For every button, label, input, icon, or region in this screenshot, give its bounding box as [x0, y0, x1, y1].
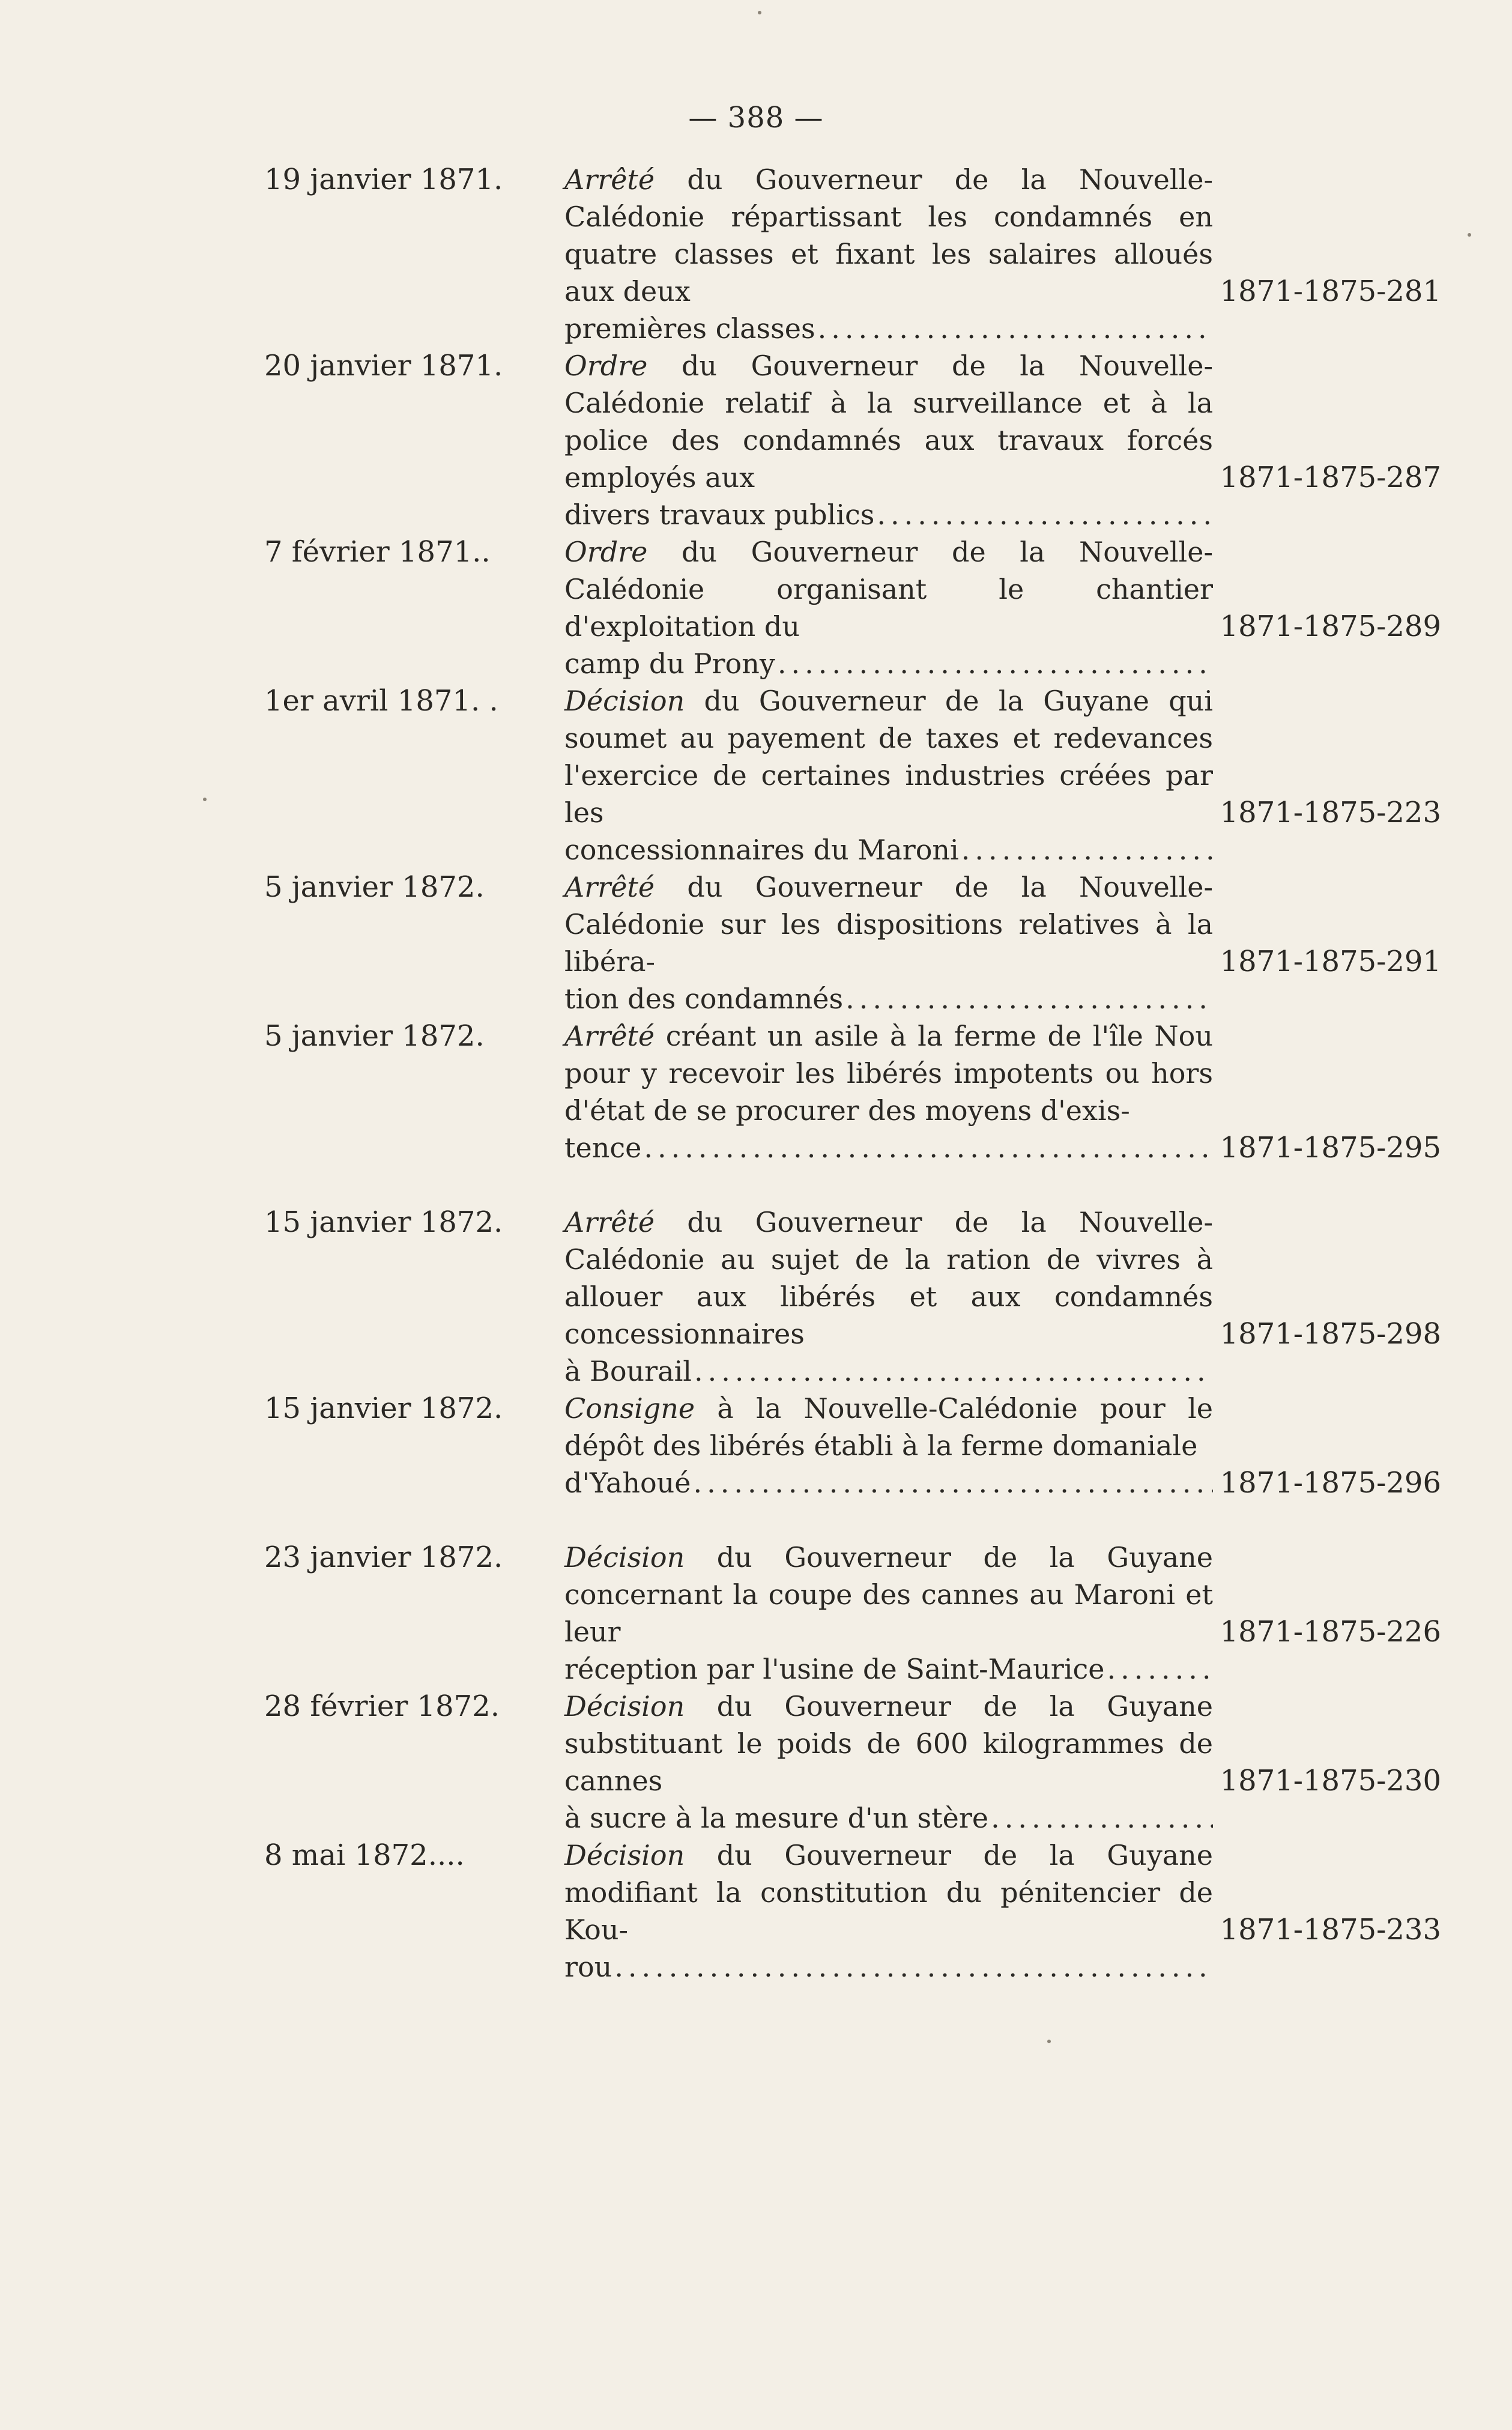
- entry-description: [564, 1204, 1213, 1390]
- entry-reference: 1871-1875-226: [1220, 1615, 1441, 1649]
- entry-text: du Gouverneur de la Guyane modifiant la constitution du pénitencier de Kou-: [564, 1839, 1214, 1946]
- list-item: [264, 1837, 1441, 1986]
- entry-text: du Gouverneur de la Nouvelle-Calédonie sur les dispositions relatives à la libéra-: [564, 871, 1213, 978]
- entry-reference: 1871-1875-233: [1220, 1913, 1441, 1947]
- list-item: [264, 161, 1441, 347]
- entry-text: à la Nouvelle-Calédonie pour le dépôt des libérés établi à la ferme domaniale: [564, 1392, 1214, 1462]
- entry-last-line: camp du Prony: [564, 647, 775, 680]
- entry-text: du Gouverneur de la Guyane concernant la coupe des cannes au Maroni et leur: [564, 1541, 1214, 1648]
- entry-text: créant un asile à la ferme de l'île Nou pour y recevoir les libérés impotents ou hors d'état de se procurer des moyens d'exis-: [564, 1020, 1213, 1127]
- entry-description: [564, 1688, 1213, 1837]
- entry-last-line: réception par l'usine de Saint-Maurice: [564, 1653, 1105, 1685]
- entry-last-line: concessionnaires du Maroni: [564, 834, 959, 866]
- entry-last-line: à sucre à la mesure d'un stère: [564, 1802, 989, 1834]
- paper-speck: [1468, 233, 1471, 237]
- entry-description: [564, 868, 1213, 1017]
- entry-lead: Décision: [564, 1690, 685, 1723]
- entry-date: 1er avril 1871. .: [264, 684, 498, 718]
- entry-lead: Arrêté: [564, 1206, 655, 1238]
- entry-text: du Gouverneur de la Guyane qui soumet au payement de taxes et redevances l'exercice de certaines industries créées par les: [564, 685, 1213, 829]
- entry-description: [564, 347, 1213, 533]
- entry-lead: Ordre: [564, 536, 648, 568]
- paper-speck: [203, 798, 207, 801]
- paper-speck: [758, 11, 761, 14]
- entry-last-line: tence: [564, 1132, 642, 1164]
- entry-reference: 1871-1875-296: [1220, 1466, 1441, 1500]
- paper-speck: [1047, 2040, 1051, 2043]
- entry-date: 28 février 1872.: [264, 1689, 500, 1723]
- entry-lead: Arrêté: [564, 163, 655, 196]
- entry-reference: 1871-1875-298: [1220, 1317, 1441, 1351]
- list-item: [264, 682, 1441, 868]
- entry-reference: 1871-1875-281: [1220, 274, 1441, 308]
- dot-leader: [778, 645, 1213, 682]
- dot-leader: [961, 831, 1213, 868]
- entry-last-line: à Bourail: [564, 1355, 692, 1387]
- entry-date: 7 février 1871..: [264, 535, 491, 569]
- entry-date: 5 janvier 1872.: [264, 870, 485, 904]
- list-item: [264, 1017, 1441, 1204]
- dot-leader: [644, 1129, 1213, 1166]
- entry-lead: Décision: [564, 1541, 685, 1574]
- entry-description: [564, 1017, 1213, 1166]
- entry-date: 15 janvier 1872.: [264, 1205, 503, 1239]
- dot-leader: [818, 310, 1213, 347]
- entry-last-line: d'Yahoué: [564, 1467, 691, 1499]
- entry-date: 23 janvier 1872.: [264, 1541, 503, 1574]
- entry-date: 19 janvier 1871.: [264, 163, 503, 196]
- dot-leader: [694, 1353, 1213, 1390]
- entry-reference: 1871-1875-291: [1220, 945, 1441, 978]
- entry-text: du Gouverneur de la Nouvelle-Calédonie au sujet de la ration de vivres à allouer aux libérés et aux condamnés concessionnaires: [564, 1206, 1213, 1350]
- page-number: — 388 —: [688, 101, 824, 135]
- entry-date: 5 janvier 1872.: [264, 1019, 485, 1053]
- entry-text: du Gouverneur de la Nouvelle-Calédonie relatif à la surveillance et à la police des condamnés aux travaux forcés employés aux: [564, 350, 1213, 494]
- entry-lead: Consigne: [564, 1392, 695, 1425]
- entry-text: du Gouverneur de la Guyane substituant le poids de 600 kilogrammes de cannes: [564, 1690, 1214, 1797]
- entry-reference: 1871-1875-287: [1220, 461, 1441, 494]
- entry-description: [564, 533, 1213, 682]
- list-item: [264, 868, 1441, 1017]
- entry-lead: Arrêté: [564, 1020, 655, 1052]
- list-item: [264, 1688, 1441, 1837]
- entry-description: [564, 682, 1213, 868]
- dot-leader: [877, 496, 1213, 533]
- entry-description: [564, 161, 1213, 347]
- entry-description: [564, 1390, 1213, 1501]
- dot-leader: [1107, 1650, 1213, 1688]
- list-item: [264, 1204, 1441, 1390]
- entry-date: 15 janvier 1872.: [264, 1392, 503, 1425]
- entry-text: du Gouverneur de la Nouvelle-Calédonie répartissant les condamnés en quatre classes et fixant les salaires alloués aux deux: [564, 163, 1213, 308]
- entry-lead: Arrêté: [564, 871, 655, 903]
- entry-last-line: divers travaux publics: [564, 498, 875, 531]
- entry-lead: Ordre: [564, 350, 648, 382]
- dot-leader: [614, 1948, 1213, 1986]
- entry-last-line: tion des condamnés: [564, 983, 844, 1015]
- entry-reference: 1871-1875-230: [1220, 1764, 1441, 1798]
- entry-last-line: rou: [564, 1951, 612, 1983]
- list-item: [264, 533, 1441, 682]
- entry-reference: 1871-1875-289: [1220, 610, 1441, 643]
- entry-description: [564, 1539, 1213, 1688]
- dot-leader: [845, 980, 1213, 1017]
- entry-text: du Gouverneur de la Nouvelle-Calédonie organisant le chantier d'exploitation du: [564, 536, 1213, 643]
- entry-date: 20 janvier 1871.: [264, 349, 503, 383]
- list-item: [264, 347, 1441, 533]
- list-item: [264, 1539, 1441, 1688]
- entry-lead: Décision: [564, 685, 685, 717]
- entry-date: 8 mai 1872....: [264, 1838, 465, 1872]
- list-item: [264, 1390, 1441, 1539]
- entry-reference: 1871-1875-295: [1220, 1131, 1441, 1165]
- dot-leader: [693, 1464, 1213, 1501]
- dot-leader: [991, 1799, 1213, 1837]
- entry-last-line: premières classes: [564, 312, 815, 345]
- entry-reference: 1871-1875-223: [1220, 796, 1441, 829]
- entry-description: [564, 1837, 1213, 1986]
- entry-list: [264, 161, 1441, 1986]
- entry-lead: Décision: [564, 1839, 685, 1871]
